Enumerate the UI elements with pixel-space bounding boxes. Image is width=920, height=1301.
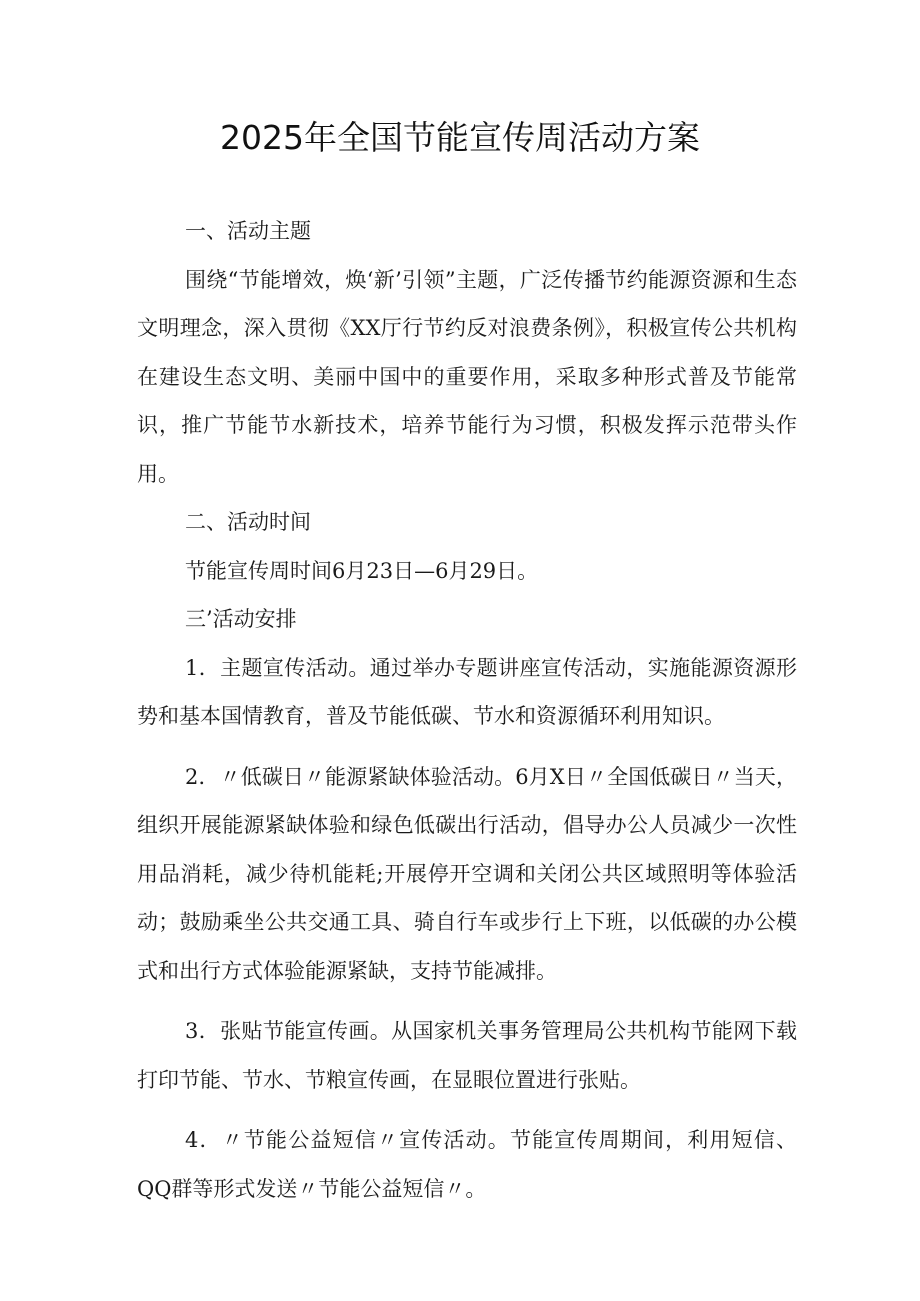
spacer [137, 1104, 797, 1116]
spacer [137, 995, 797, 1007]
section-heading-arrangement: 三’活动安排 [185, 607, 297, 631]
list-item-2: 2．〃低碳日〃能源紧缺体验活动。6月X日〃全国低碳日〃当天，组织开展能源紧缺体验和绿色低碳出行活动，倡导办公人员减少一次性用品消耗，减少待机能耗;开展停开空调和关闭公共区域照明等体验活动；鼓励乘坐公共交通工具、骑自行车或步行上下班，以低碳的办公模式和出行方式体验能源紧缺，支持节能减排。 [137, 764, 797, 983]
document-body [137, 207, 797, 1213]
section-heading-time: 二、活动时间 [185, 510, 311, 534]
document-title: 2025年全国节能宣传周活动方案 [220, 118, 700, 157]
list-item-3: 3．张贴节能宣传画。从国家机关事务管理局公共机构节能网下载打印节能、节水、节粮宣传画，在显眼位置进行张贴。 [137, 1019, 797, 1092]
paragraph-time: 节能宣传周时间6月23日—6月29日。 [185, 558, 539, 583]
section-heading-theme: 一、活动主题 [185, 219, 311, 243]
spacer [137, 741, 797, 753]
list-item-1: 1．主题宣传活动。通过举办专题讲座宣传活动，实施能源资源形势和基本国情教育，普及节能低碳、节水和资源循环利用知识。 [137, 655, 797, 728]
paragraph-theme: 围绕“节能增效，焕‘新’引领”主题，广泛传播节约能源资源和生态文明理念，深入贯彻《XX厅行节约反对浪费条例》，积极宣传公共机构在建设生态文明、美丽中国中的重要作用，采取多种形式普及节能常识，推广节能节水新技术，培养节能行为习惯，积极发挥示范带头作用。 [137, 267, 797, 486]
list-item-4: 4．〃节能公益短信〃宣传活动。节能宣传周期间，利用短信、QQ群等形式发送〃节能公益短信〃。 [137, 1128, 797, 1201]
